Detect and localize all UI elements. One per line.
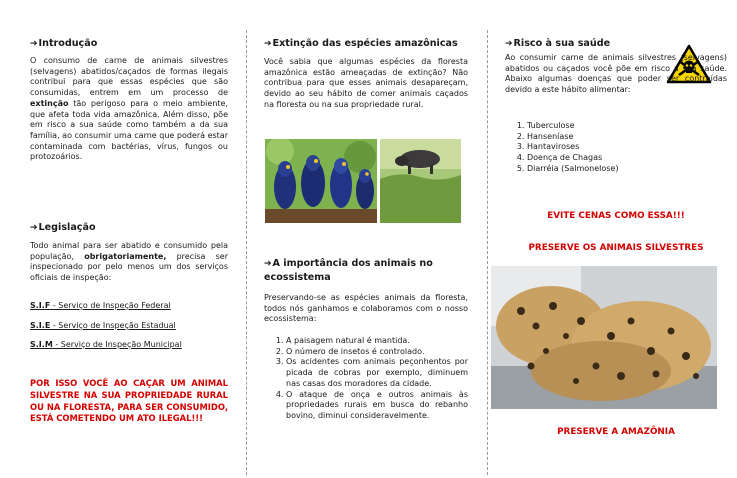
legislation-heading: ➔Legislação bbox=[30, 222, 96, 233]
list-item: 4. O ataque de onça e outros animais às propriedades rurais em busca do rebanho bovino, diminui consideravelmente. bbox=[286, 390, 468, 422]
column-divider-left bbox=[246, 30, 247, 475]
list-item: 2. Hanseníase bbox=[527, 132, 727, 143]
illegal-warning: POR ISSO VOCÊ AO CAÇAR UM ANIMAL SILVESTRE NA SUA PROPRIEDADE RURAL OU NA FLORESTA, PARA SER CONSUMIDO, ESTÁ COMETENDO UM ATO ILEGAL!!! bbox=[30, 378, 228, 424]
service-sim: S.I.M - Serviço de Inspeção Municipal bbox=[30, 340, 182, 349]
intro-paragraph: O consumo de carne de animais silvestres (selvagens) abatidos/caçados de formas ilegais contribui para que essas espécies que são consumidas, entrem em um processo de extinção tão perigoso para o meio ambiente, que afeta toda vida amazônica. Além disso, põe em risco a sua saúde como também a da sua família, ao consumir uma carne que poderá estar contaminada com bactérias, vírus, fungos ou protozoários. bbox=[30, 56, 228, 162]
list-item: 3. Os acidentes com animais peçonhentos por picada de cobras por exemplo, diminuem nas casas dos moradores da cidade. bbox=[286, 357, 468, 389]
service-sif: S.I.F - Serviço de Inspeção Federal bbox=[30, 301, 171, 310]
list-item: 5. Diarréia (Salmonelose) bbox=[527, 164, 727, 175]
macaws-photo bbox=[265, 139, 377, 223]
macaws-illustration bbox=[265, 139, 377, 223]
list-item: 1. A paisagem natural é mantida. bbox=[286, 336, 468, 347]
dead-jaguars-photo bbox=[491, 266, 717, 409]
extinction-paragraph: Você sabia que algumas espécies da floresta amazônica estão ameaçadas de extinção? Não contribua para que esses animais desapareçam, devido ao seu hábito de comer animais caçados na floresta ou na sua propriedade rural. bbox=[264, 57, 468, 109]
arrow-icon: ➔ bbox=[30, 223, 38, 233]
preserve-animals-text: PRESERVE OS ANIMAIS SILVESTRES bbox=[528, 243, 704, 253]
list-item: 4. Doença de Chagas bbox=[527, 153, 727, 164]
tapir-illustration bbox=[380, 139, 461, 223]
tapir-photo bbox=[380, 139, 461, 223]
risk-heading: ➔Risco à sua saúde bbox=[505, 38, 611, 49]
avoid-scenes-text: EVITE CENAS COMO ESSA!!! bbox=[547, 211, 685, 221]
column-middle bbox=[264, 0, 468, 478]
legislation-paragraph: Todo animal para ser abatido e consumido pela população, obrigatoriamente, precisa ser inspecionado por pelo menos um dos serviços oficiais de inspeção: bbox=[30, 241, 228, 283]
list-item: 1. Tuberculose bbox=[527, 121, 727, 132]
jaguars-illustration bbox=[491, 266, 717, 409]
extinction-heading: ➔Extinção das espécies amazônicas bbox=[264, 38, 458, 49]
intro-heading: ➔Introdução bbox=[30, 38, 98, 49]
importance-list bbox=[264, 336, 468, 422]
risk-paragraph: Ao consumir carne de animais silvestres (selvagens) abatidos ou caçados você põe em risco a sua saúde. Abaixo algumas doenças que poder ser contraídas devido a este hábito alimentar: bbox=[505, 53, 727, 95]
arrow-icon: ➔ bbox=[264, 259, 272, 269]
column-left bbox=[30, 0, 228, 478]
arrow-icon: ➔ bbox=[30, 39, 38, 49]
arrow-icon: ➔ bbox=[505, 39, 513, 49]
arrow-icon: ➔ bbox=[264, 39, 272, 49]
importance-heading: ➔A importância dos animais no ecossistema bbox=[264, 258, 433, 283]
list-item: 3. Hantaviroses bbox=[527, 142, 727, 153]
column-right bbox=[505, 0, 727, 478]
service-sie: S.I.E - Serviço de Inspeção Estadual bbox=[30, 321, 176, 330]
list-item: 2. O número de insetos é controlado. bbox=[286, 347, 468, 358]
importance-paragraph: Preservando-se as espécies animais da floresta, todos nós ganhamos e colaboramos com o nosso ecossistema: bbox=[264, 293, 468, 324]
column-divider-right bbox=[487, 30, 488, 475]
disease-list bbox=[505, 121, 727, 175]
preserve-amazon-text: PRESERVE A AMAZÔNIA bbox=[557, 427, 675, 437]
